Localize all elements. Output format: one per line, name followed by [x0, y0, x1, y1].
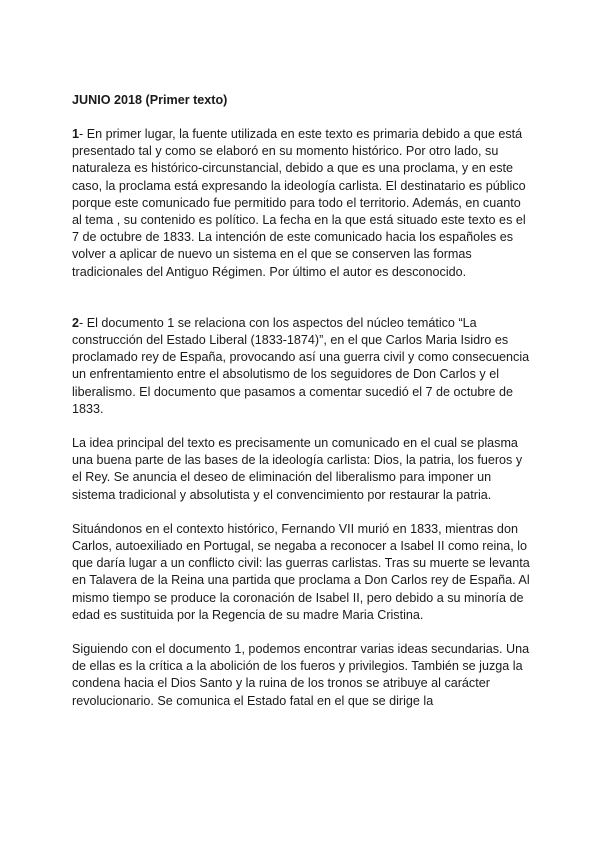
section-1-number: 1 [72, 127, 80, 141]
secondary-ideas-paragraph: Siguiendo con el documento 1, podemos encontrar varias ideas secundarias. Una de ellas es la crítica a la abolición de los fueros y privilegios. También se juzga la condena hacia el Dios Santo y la ruina de los tronos se atribuye al carácter revolucionario. Se comunica el Estado fatal en el que se dirige la [72, 642, 530, 708]
historical-context-paragraph: Situándonos en el contexto histórico, Fernando VII murió en 1833, mientras don Carlos, autoexiliado en Portugal, se negaba a reconocer a Isabel II como reina, lo que daría lugar a un conflicto civil: las guerras carlistas. Tras su muerte se levanta en Talavera de la Reina una partida que proclama a Don Carlos rey de España. Al mismo tiempo se produce la coronación de Isabel II, pero debido a su minoría de edad es sustituida por la Regencia de su madre Maria Cristina. [72, 521, 530, 622]
section-2-number: 2 [72, 315, 80, 330]
spacer [72, 624, 530, 641]
document-heading: JUNIO 2018 (Primer texto) [72, 93, 228, 107]
section-1-paragraph [72, 126, 530, 281]
main-idea-paragraph: La idea principal del texto es precisamente un comunicado en el cual se plasma una buena parte de las bases de la ideología carlista: Dios, la patria, los fueros y el Rey. Se anuncia el deseo de eliminación del liberalismo para imponer un sistema tradicional y absolutista y el convencimiento por restaurar la patria. [72, 436, 523, 502]
section-1-text: - En primer lugar, la fuente utilizada en este texto es primaria debido a que está presentado tal y como se elaboró en su momento histórico. Por otro lado, su naturaleza es histórico-circunstancial, debido a que es una proclama, y en este caso, la proclama está expresando la ideología carlista. El destinatario es público porque este comunicado fue permitido para todo el territorio. Además, en cuanto al tema , su contenido es político. La fecha en la que está situado este texto es el 7 de octubre de 1833. La intención de este comunicado hacia los españoles es volver a aplicar de nuevo un sistema en el que se conserven las formas tradicionales del Antiguo Régimen. Por último el autor es desconocido. [72, 127, 526, 279]
spacer [72, 504, 530, 521]
spacer [72, 281, 530, 315]
section-2-text: - El documento 1 se relaciona con los aspectos del núcleo temático “La construcción del Estado Liberal (1833-1874)”, en el que Carlos Maria Isidro es proclamado rey de España, provocando así una guerra civil y como consecuencia un enfrentamiento entre el absolutismo de los seguidores de Don Carlos y el liberalismo. El documento que pasamos a comentar sucedió el 7 de octubre de 1833. [72, 315, 530, 416]
spacer [72, 418, 530, 435]
section-2-paragraph [72, 315, 530, 418]
document-body [72, 92, 530, 710]
